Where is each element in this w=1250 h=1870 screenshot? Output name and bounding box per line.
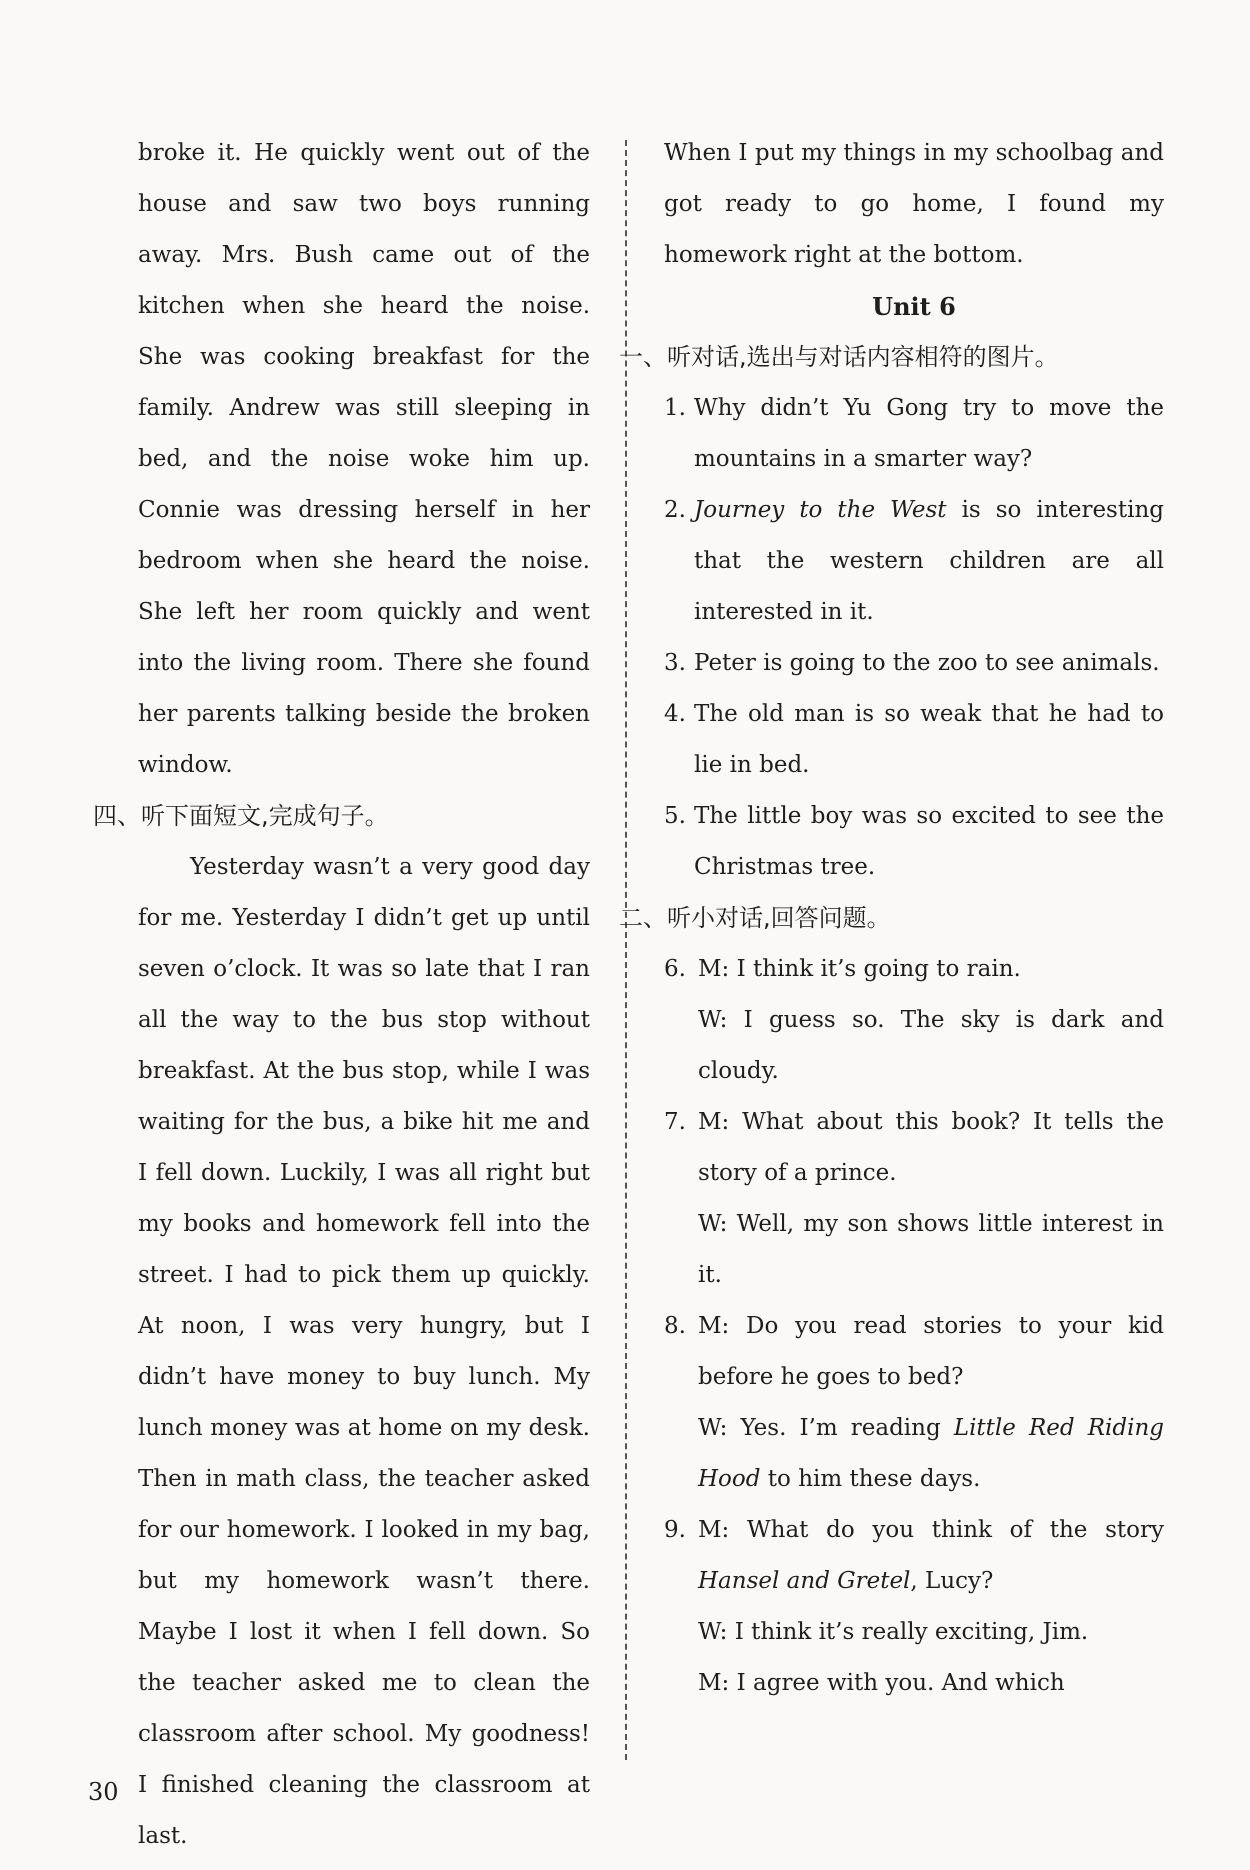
question-number: 5.	[664, 803, 686, 829]
question-item	[664, 638, 1164, 689]
question-item	[664, 689, 1164, 791]
story-title: Little Red Riding Hood	[698, 1415, 1164, 1492]
question-item	[664, 383, 1164, 485]
dialogue-line: W: I think it’s really exciting, Jim.	[698, 1619, 1089, 1645]
question-item	[664, 791, 1164, 893]
section-2-heading: 二、听小对话,回答问题。	[619, 904, 891, 932]
dialogue-line: W: Yes. I’m reading Little Red Riding Hood to him these days.	[698, 1415, 1164, 1492]
section-4-passage: Yesterday wasn’t a very good day for me. Yesterday I didn’t get up until seven o’clock. It was so late that I ran all the way to the bus stop without breakfast. At the bus stop, while I was waiting for the bus, a bike hit me and I fell down. Luckily, I was all right but my books and homework fell into the street. I had to pick them up quickly. At noon, I was very hungry, but I didn’t have money to buy lunch. My lunch money was at home on my desk. Then in math class, the teacher asked for our homework. I looked in my bag, but my homework wasn’t there. Maybe I lost it when I fell down. So the teacher asked me to clean the classroom after school. My goodness! I finished cleaning the classroom at last.	[138, 854, 590, 1849]
dialogue-number: 7.	[664, 1109, 686, 1135]
dialogue-line: M: What do you think of the story Hansel and Gretel, Lucy?	[698, 1517, 1164, 1594]
dialogue-item	[698, 1199, 1164, 1301]
dialogue-number: 8.	[664, 1313, 686, 1339]
question-number: 2.	[664, 497, 686, 523]
page-number: 30	[88, 1778, 119, 1806]
column-divider	[625, 140, 627, 1760]
unit-title: Unit 6	[872, 292, 956, 321]
question-number: 1.	[664, 395, 686, 421]
right-column	[619, 128, 1164, 1709]
dialogue-number: 9.	[664, 1517, 686, 1543]
dialogue-item	[698, 1658, 1164, 1709]
dialogue-item	[664, 1097, 1164, 1199]
dialogue-line: W: I guess so. The sky is dark and cloudy.	[698, 1007, 1164, 1084]
dialogue-line: M: What about this book? It tells the story of a prince.	[698, 1109, 1164, 1186]
story-title: Hansel and Gretel	[698, 1568, 911, 1594]
dialogue-item	[664, 1505, 1164, 1607]
question-number: 3.	[664, 650, 686, 676]
dialogue-item	[698, 1403, 1164, 1505]
book-title: Journey to the West	[694, 497, 947, 523]
dialogue-item	[698, 995, 1164, 1097]
section-4-heading: 四、听下面短文,完成句子。	[93, 802, 389, 830]
dialogue-line: W: Well, my son shows little interest in it.	[698, 1211, 1164, 1288]
section-1-heading: 一、听对话,选出与对话内容相符的图片。	[619, 343, 1059, 371]
dialogue-line: M: I think it’s going to rain.	[698, 956, 1021, 982]
question-text: Journey to the West is so interesting that the western children are all interested in it.	[694, 497, 1164, 625]
dialogue-item	[698, 1607, 1164, 1658]
dialogue-line: M: I agree with you. And which	[698, 1670, 1065, 1696]
dialogue-item	[664, 944, 1164, 995]
question-number: 4.	[664, 701, 686, 727]
dialogue-line: M: Do you read stories to your kid before he goes to bed?	[698, 1313, 1164, 1390]
story-paragraph: broke it. He quickly went out of the house and saw two boys running away. Mrs. Bush came out of the kitchen when she heard the noise. She was cooking breakfast for the family. Andrew was still sleeping in bed, and the noise woke him up. Connie was dressing herself in her bedroom when she heard the noise. She left her room quickly and went into the living room. There she found her parents talking beside the broken window.	[138, 140, 590, 778]
dialogue-number: 6.	[664, 956, 686, 982]
question-text: Why didn’t Yu Gong try to move the mountains in a smarter way?	[694, 395, 1164, 472]
dialogue-item	[664, 1301, 1164, 1403]
question-text: The old man is so weak that he had to lie in bed.	[694, 701, 1164, 778]
question-text: The little boy was so excited to see the Christmas tree.	[694, 803, 1164, 880]
passage-continuation: When I put my things in my schoolbag and got ready to go home, I found my homework right at the bottom.	[664, 140, 1164, 268]
question-item	[664, 485, 1164, 638]
question-text: Peter is going to the zoo to see animals.	[694, 650, 1160, 676]
